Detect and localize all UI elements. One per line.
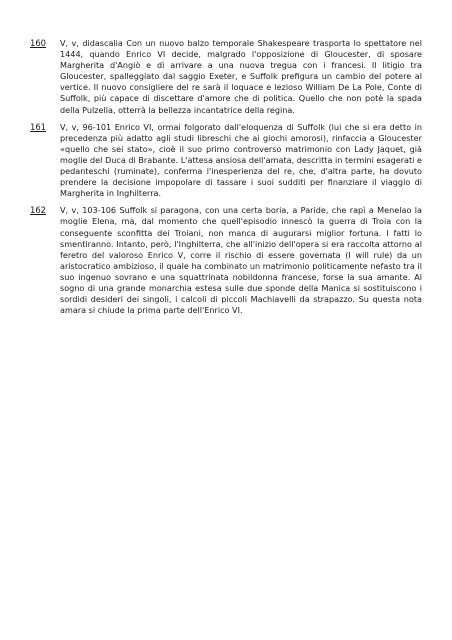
footnote-number[interactable]: 160: [30, 38, 46, 48]
footnote-text: V, v, didascalia Con un nuovo balzo temporale Shakespeare trasporta lo spettatore nel 1444, quando Enrico VI decide, malgrado l'opposizione di Gloucester, di sposare Margherita d'Angiò e di arrivare a una nuova tregua con i francesi. Il litigio tra Gloucester, spalleggiato dal saggio Exeter, e Suffolk prefigura un cambio del potere al vertice. Il nuovo consigliere del re sarà il loquace e lezioso William De La Pole, Conte di Suffolk, più capace di discettare d'amore che di politica. Quello che non potè la spada della Pulzella, otterrà la bellezza incantatrice della regina.: [60, 38, 422, 115]
footnote-160: [30, 38, 422, 116]
footnote-162: [30, 205, 422, 316]
footnote-161: [30, 122, 422, 200]
footnote-text: V, v, 103-106 Suffolk si paragona, con una certa boria, a Paride, che rapì a Menelao la moglie Elena, ma, dal momento che quell'episodio innescò la guerra di Troia con la conseguente sconfitta dei Troiani, non manca di augurarsi miglior fortuna. I fatti lo smentiranno. Intanto, però, l'Inghilterra, che all'inizio dell'opera si era raccolta attorno al feretro del valoroso Enrico V, corre il rischio di essere governata (I will rule) da un aristocratico ambizioso, il quale ha combinato un matrimonio politicamente nefasto tra il suo ingenuo sovrano e una squattrinata nobildonna francese, forse la sua amante. Al sogno di una grande monarchia estesa sulle due sponde della Manica si sostituiscono i sordidi desideri dei singoli, i calcoli di piccoli Machiavelli da strapazzo. Su questa nota amara si chiude la prima parte dell'Enrico VI.: [60, 205, 422, 316]
footnote-number[interactable]: 162: [30, 205, 46, 216]
footnote-number[interactable]: 161: [30, 121, 46, 132]
footnote-text: V, v, 96-101 Enrico VI, ormai folgorato dall'eloquenza di Suffolk (lui che si era detto in precedenza più adatto agli studi libreschi che ai giochi amorosi), rinfaccia a Gloucester «quello che sei stato», cioè il suo primo controverso matrimonio con Lady Jaquet, già moglie del Duca di Brabante. L'attesa ansiosa dell'amata, descritta in termini esagerati e pedanteschi (ruminate), conferma l'inesperienza del re, che, d'altra parte, ha dovuto prendere la decisione impopolare di tassare i suoi sudditi per finanziare il viaggio di Margherita in Inghilterra.: [60, 121, 422, 199]
